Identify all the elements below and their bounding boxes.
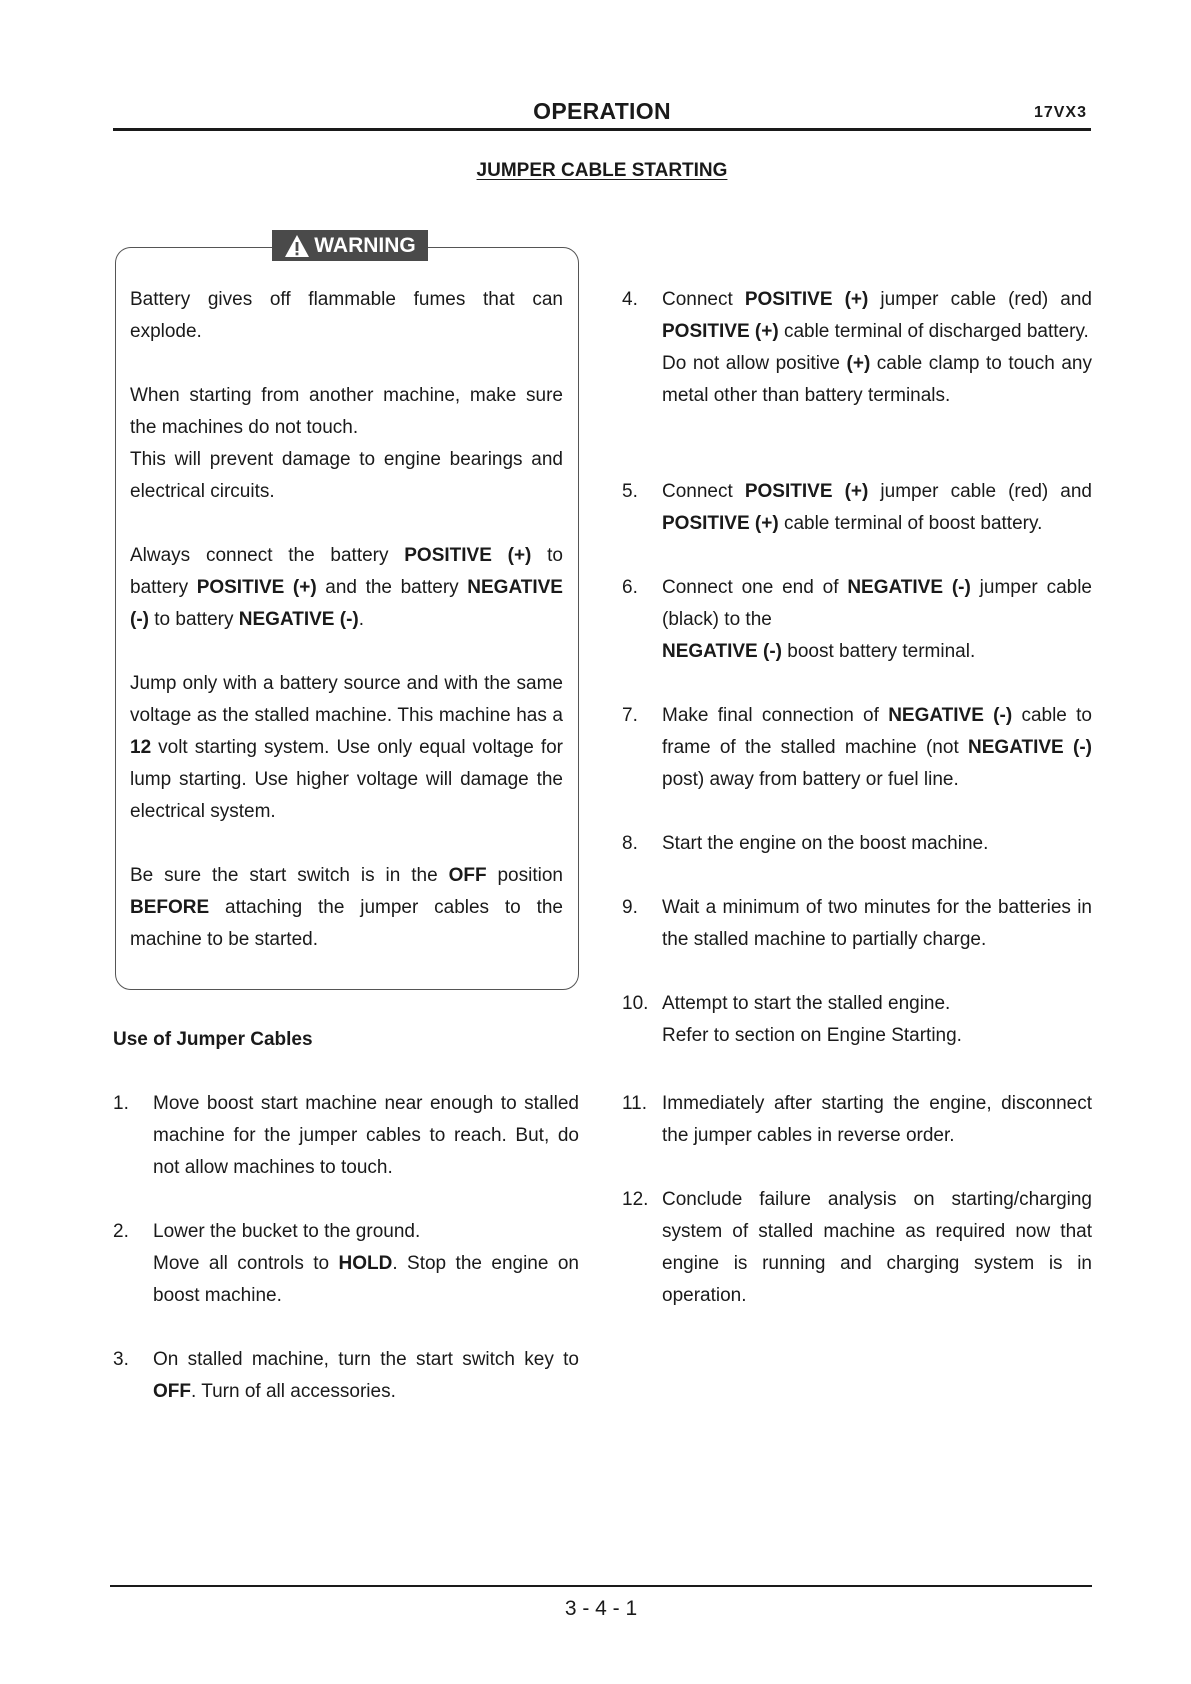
step-number: 10. [622, 993, 649, 1014]
warning-paragraph: This will prevent damage to engine bearings and electrical circuits. [130, 449, 563, 502]
step-text: Lower the bucket to the ground. [153, 1221, 421, 1242]
step-text: Attempt to start the stalled engine. [662, 993, 951, 1014]
warning-paragraph: Jump only with a battery source and with the same voltage as the stalled machine. This machine has a 12 volt starting system. Use only equal voltage for lump starting. Use higher voltage will damage the electrical system. [130, 673, 563, 822]
step-text: Make final connection of NEGATIVE (-) cable to frame of the stalled machine (not NEGATIVE (-) post) away from battery or fuel line. [662, 705, 1092, 790]
step-text: Connect POSITIVE (+) jumper cable (red) and POSITIVE (+) cable terminal of boost battery. [662, 481, 1093, 534]
section-title: JUMPER CABLE STARTING [476, 160, 728, 181]
warning-paragraph: Be sure the start switch is in the OFF position BEFORE attaching the jumper cables to the machine to be started. [130, 865, 563, 950]
warning-triangle-icon [284, 234, 310, 258]
warning-paragraph: When starting from another machine, make sure the machines do not touch. [130, 385, 563, 438]
step-text: Move boost start machine near enough to stalled machine for the jumper cables to reach. But, do not allow machines to touch. [153, 1093, 579, 1178]
step-number: 9. [622, 897, 638, 918]
step-number: 3. [113, 1349, 129, 1370]
footer-rule [110, 1585, 1092, 1587]
step-text: Connect one end of NEGATIVE (-) jumper cable (black) to the [662, 577, 1092, 630]
page-title: OPERATION [533, 98, 671, 124]
step-text: Immediately after starting the engine, disconnect the jumper cables in reverse order. [662, 1093, 1092, 1146]
page-number: 3 - 4 - 1 [564, 1597, 638, 1620]
model-code: 17VX3 [1033, 104, 1087, 121]
step-text: Move all controls to HOLD. Stop the engine on boost machine. [153, 1253, 579, 1306]
warning-paragraph: Always connect the battery POSITIVE (+) to battery POSITIVE (+) and the battery NEGATIVE (-) to battery NEGATIVE (-). [130, 545, 563, 630]
warning-paragraph: Battery gives off flammable fumes that can explode. [130, 289, 563, 342]
step-text: Conclude failure analysis on starting/charging system of stalled machine as required now that engine is running and charging system is in operation. [662, 1189, 1092, 1306]
step-text: Connect POSITIVE (+) jumper cable (red) and POSITIVE (+) cable terminal of discharged battery. [662, 289, 1093, 342]
step-text: Refer to section on Engine Starting. [662, 1025, 962, 1046]
warning-text [130, 284, 563, 956]
step-text: Do not allow positive (+) cable clamp to touch any metal other than battery terminals. [662, 353, 1092, 406]
step-text: Wait a minimum of two minutes for the batteries in the stalled machine to partially charge. [662, 897, 1092, 950]
sub-heading: Use of Jumper Cables [113, 1029, 313, 1050]
warning-label [272, 230, 428, 261]
step-number: 1. [113, 1093, 129, 1114]
step-number: 5. [622, 481, 638, 502]
step-number: 12. [622, 1189, 649, 1210]
step-number: 6. [622, 577, 638, 598]
step-number: 4. [622, 289, 638, 310]
step-number: 7. [622, 705, 638, 726]
warning-label-text: WARNING [314, 233, 416, 257]
step-text: Start the engine on the boost machine. [662, 833, 989, 854]
step-text: On stalled machine, turn the start switch key to OFF. Turn of all accessories. [153, 1349, 579, 1402]
header-rule [113, 128, 1091, 131]
step-number: 2. [113, 1221, 129, 1242]
step-number: 8. [622, 833, 638, 854]
step-number: 11. [622, 1093, 648, 1114]
step-text: NEGATIVE (-) boost battery terminal. [662, 641, 976, 662]
